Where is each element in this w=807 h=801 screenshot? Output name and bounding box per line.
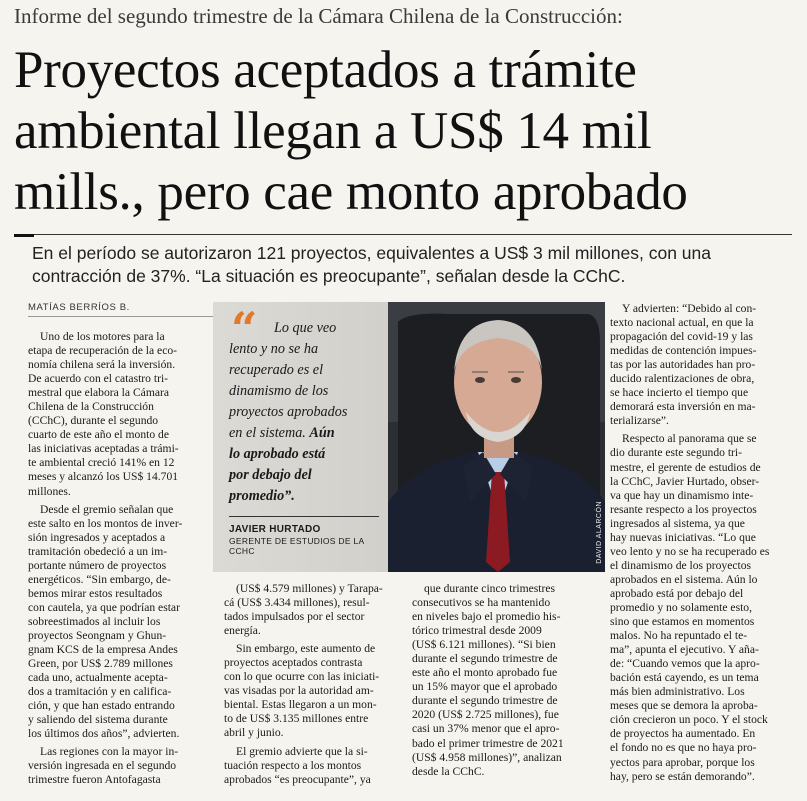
body-text-line: vas visadas por la autoridad am- xyxy=(224,684,374,698)
quote-line: proyectos aprobados xyxy=(229,404,348,420)
body-text-line: casi un 37% menor que el apro- xyxy=(412,722,560,736)
body-text-line: El gremio advierte que la si- xyxy=(236,744,368,758)
quote-line xyxy=(229,465,389,486)
body-text-line: Las regiones con la mayor in- xyxy=(40,745,179,759)
body-text-line: biental. Estas llegaron a un mon- xyxy=(224,698,377,712)
column-4 xyxy=(610,302,795,784)
quote-line-bold: promedio”. xyxy=(229,488,295,504)
body-text-line: bado el primer trimestre de 2021 xyxy=(412,736,564,750)
deck-line-2: contracción de 37%. “La situación es preocupante”, señalan desde la CChC. xyxy=(32,266,626,286)
body-text-line: Respecto al panorama que se xyxy=(622,432,757,446)
headline-line-3: mills., pero cae monto aprobado xyxy=(14,163,688,221)
quote-author-name: JAVIER HURTADO xyxy=(229,524,321,535)
headline xyxy=(14,40,804,223)
body-text-line: meses y alcanzó los US$ 14.701 xyxy=(28,470,179,484)
body-text-line: el fondo no es que no haya pro- xyxy=(610,741,757,755)
body-text-line: ducido ralentizaciones de obra, xyxy=(610,372,755,386)
body-text-line: Green, por US$ 2.789 millones xyxy=(28,657,173,671)
body-text-line: to de US$ 3.135 millones entre xyxy=(224,712,369,726)
body-text-line: dos a tramitación y en califica- xyxy=(28,685,172,699)
body-text-line: promedio y no solamente esto, xyxy=(610,600,752,614)
column-1 xyxy=(28,330,213,788)
deck-line-1: En el período se autorizaron 121 proyectos, equivalentes a US$ 3 mil millones, con una xyxy=(32,243,712,263)
body-text-line: millones. xyxy=(28,484,71,498)
deck xyxy=(32,242,802,288)
body-text-line: portante número de proyectos xyxy=(28,558,167,572)
body-text-line: este salto en los montos de inver- xyxy=(28,516,183,530)
pull-quote-text xyxy=(229,318,389,507)
body-text-line: bemos mirar estos resultados xyxy=(28,586,163,600)
quote-line: Lo que veo xyxy=(274,320,337,336)
byline: MATÍAS BERRÍOS B. xyxy=(28,302,213,317)
headline-line-2: ambiental llegan a US$ 14 mil xyxy=(14,102,652,160)
body-text-line: sión ingresados y aceptados a xyxy=(28,530,166,544)
body-text-line: tas por las autoridades han pro- xyxy=(610,358,756,372)
quote-mark-icon: “ xyxy=(231,302,258,356)
body-text-line: malos. No ha repuntado el te- xyxy=(610,629,748,643)
body-text-line: ma”, apunta el ejecutivo. Y aña- xyxy=(610,643,759,657)
quote-line: recuperado es el xyxy=(229,362,324,378)
body-text-line: en niveles bajo el promedio his- xyxy=(412,610,561,624)
body-text-line: con lo que ocurre con las iniciati- xyxy=(224,670,380,684)
column-3 xyxy=(412,582,594,779)
body-text-line: de proyectos ha aumentado. En xyxy=(610,727,756,741)
quote-rule xyxy=(229,516,379,517)
body-text-line: que durante cinco trimestres xyxy=(424,582,556,595)
body-text-line: aprobados en el sistema. Aún lo xyxy=(610,572,758,586)
body-text-line: tórico trimestral desde 2009 xyxy=(412,624,542,638)
body-text-line: trimestre fueron Antofagasta xyxy=(28,773,161,787)
body-text-line: Chilena de la Construcción xyxy=(28,400,154,414)
body-text-line: y saliendo del sistema durante xyxy=(28,713,168,727)
body-text-line: tuación respecto a los montos xyxy=(224,758,362,772)
divider-accent xyxy=(14,234,34,237)
body-text-line: bación está cayendo, es un tema xyxy=(610,671,759,685)
body-text-line: (US$ 4.579 millones) y Tarapa- xyxy=(236,582,383,595)
body-text-line: desde la CChC. xyxy=(412,764,485,778)
body-text-line: este año el monto aprobado fue xyxy=(412,666,558,680)
kicker: Informe del segundo trimestre de la Cámara Chilena de la Construcción: xyxy=(14,4,623,28)
body-text-line: energéticos. “Sin embargo, de- xyxy=(28,572,171,586)
body-text-line: ción crecieron un poco. Y el stock xyxy=(610,713,768,727)
body-text-line: aprobados “es preocupante”, ya xyxy=(224,772,371,786)
headline-line-1: Proyectos aceptados a trámite xyxy=(14,41,637,99)
body-text-line: meses que se demora la aproba- xyxy=(610,699,758,713)
divider-rule xyxy=(14,234,792,235)
quote-line-part: en el sistema. xyxy=(229,425,306,441)
portrait-photo xyxy=(388,302,605,572)
body-text-line: cuarto de este año el monto de xyxy=(28,428,170,442)
body-text-line: mestre, el gerente de estudios de xyxy=(610,460,761,474)
body-text-line: la CChC, Javier Hurtado, obser- xyxy=(610,474,760,488)
body-text-line: yectos para aprobar, porque los xyxy=(610,755,755,769)
quote-line xyxy=(229,486,389,507)
body-text-line: hay nuevas iniciativas. “Lo que xyxy=(610,530,756,544)
body-text-line: De acuerdo con el catastro tri- xyxy=(28,372,169,386)
body-text-line: Desde el gremio señalan que xyxy=(40,502,174,516)
quote-author-role: GERENTE DE ESTUDIOS DE LA CCHC xyxy=(229,536,365,556)
body-text-line: texto nacional actual, en que la xyxy=(610,316,754,330)
body-text-line: abril y junio. xyxy=(224,726,284,740)
quote-line: lento y no se ha xyxy=(229,341,319,357)
body-text-line: nomía chilena será la inversión. xyxy=(28,358,176,372)
body-text-line: (US$ 6.121 millones). “Si bien xyxy=(412,638,556,652)
pull-quote xyxy=(213,302,388,572)
body-text-line: las iniciativas aceptadas a trámi- xyxy=(28,442,179,456)
body-text-line: aprobado está por debajo del xyxy=(610,586,744,600)
body-text-line: propagación del covid-19 y las xyxy=(610,330,753,344)
body-text-line: sobreestimados al incluir los xyxy=(28,614,161,628)
body-text-line: gnam KCS de la empresa Andes xyxy=(28,643,178,657)
body-text-line: va que hay un dinamismo inte- xyxy=(610,488,754,502)
column-2 xyxy=(224,582,402,787)
body-text-line: el dinamismo de los proyectos xyxy=(610,558,752,572)
quote-line-bold: por debajo del xyxy=(229,467,312,483)
body-text-line: (US$ 4.958 millones)”, analizan xyxy=(412,750,562,764)
body-text-line: energía. xyxy=(224,624,261,638)
quote-line-bold: Aún xyxy=(309,425,335,441)
body-text-line: (CChC), durante el segundo xyxy=(28,414,159,428)
body-text-line: los últimos dos años”, advierten. xyxy=(28,727,180,741)
body-text-line: te ambiental creció 141% en 12 xyxy=(28,456,175,470)
body-text-line: de: “Cuando vemos que la apro- xyxy=(610,657,760,671)
body-text-line: durante el segundo trimestre de xyxy=(412,652,558,666)
body-text-line: sino que estamos en momentos xyxy=(610,615,755,629)
body-text-line: versión ingresada en el segundo xyxy=(28,759,177,773)
body-text-line: un 15% mayor que el aprobado xyxy=(412,680,558,694)
body-text-line: mestral que elabora la Cámara xyxy=(28,386,169,400)
photo-quote-box xyxy=(213,302,605,572)
body-text-line: 2020 (US$ 2.725 millones), fue xyxy=(412,708,559,722)
body-text-line: Sin embargo, este aumento de xyxy=(236,642,376,656)
body-text-line: medidas de contención impues- xyxy=(610,344,757,358)
body-text-line: ción, y que han estado entrando xyxy=(28,699,175,713)
body-text-line: Y advierten: “Debido al con- xyxy=(622,302,757,315)
body-text-line: cada uno, actualmente acepta- xyxy=(28,671,168,685)
body-text-line: ingresados al sistema, ya que xyxy=(610,516,745,530)
body-text-line: veo lento y no se ha recuperado es xyxy=(610,544,770,558)
body-text-line: Uno de los motores para la xyxy=(40,330,165,343)
body-text-line: demorará esta inversión en ma- xyxy=(610,400,756,414)
body-text-line: más bien administrativo. Los xyxy=(610,685,745,699)
body-text-line: cá (US$ 3.434 millones), resul- xyxy=(224,596,370,610)
body-text-line: resante respecto a los proyectos xyxy=(610,502,757,516)
body-text-line: tados impulsados por el sector xyxy=(224,610,365,624)
body-text-line: etapa de recuperación de la eco- xyxy=(28,344,178,358)
quote-line-bold: lo aprobado está xyxy=(229,446,326,462)
quote-line xyxy=(229,423,389,444)
body-text-line: se hace incierto el tiempo que xyxy=(610,386,749,400)
body-text-line: durante el segundo trimestre de xyxy=(412,694,558,708)
quote-line xyxy=(229,444,389,465)
body-text-line: con cautela, ya que podrían estar xyxy=(28,600,180,614)
body-text-line: dio durante este segundo tri- xyxy=(610,446,743,460)
body-text-line: tramitación obedeció a un im- xyxy=(28,544,168,558)
body-text-line: proyectos Seongnam y Ghun- xyxy=(28,628,167,642)
body-text-line: hay, pero se están demorando”. xyxy=(610,769,755,783)
quote-line: dinamismo de los xyxy=(229,383,329,399)
body-text-line: proyectos aceptados contrasta xyxy=(224,656,363,670)
photo-credit: DAVID ALARCÓN xyxy=(596,501,603,564)
body-text-line: consecutivos se ha mantenido xyxy=(412,596,551,610)
body-text-line: terializarse”. xyxy=(610,414,669,428)
